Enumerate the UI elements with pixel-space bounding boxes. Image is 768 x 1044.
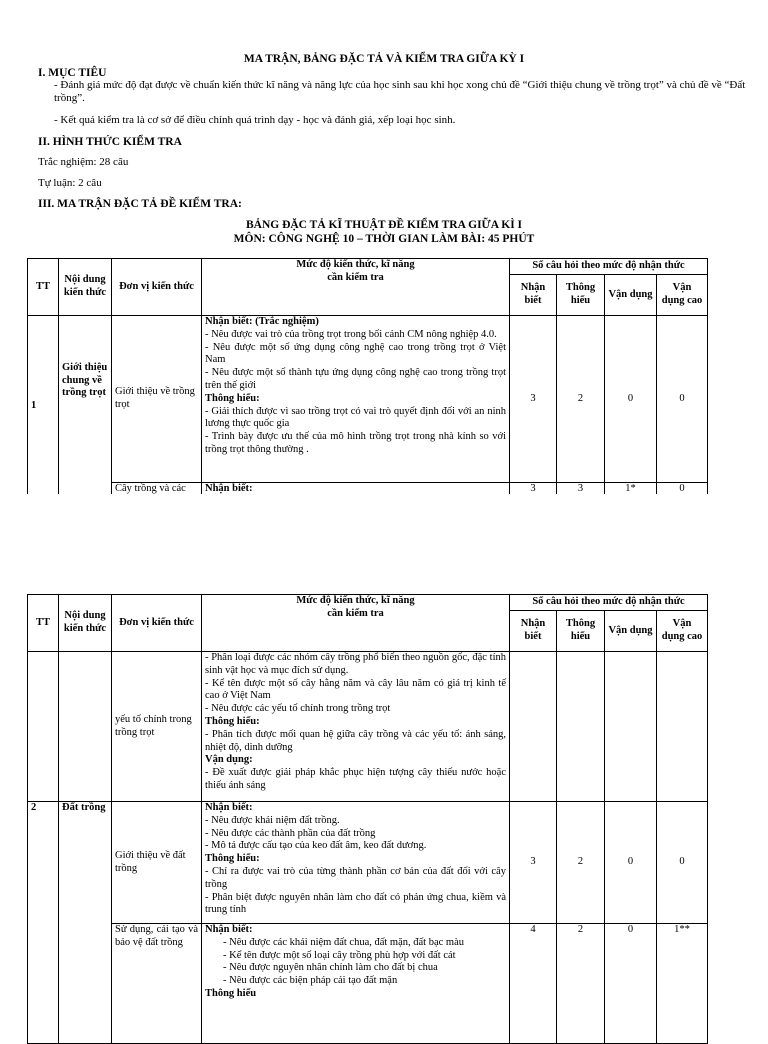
- table-row: [28, 316, 708, 483]
- content-topic: [59, 652, 112, 802]
- count-comprehension: [557, 652, 605, 802]
- section-2-heading: II. HÌNH THỨC KIỂM TRA: [38, 136, 182, 148]
- count-recognition: [510, 652, 557, 802]
- knowledge-unit: Sử dụng, cải tạo và bảo vệ đất trồng: [112, 924, 202, 1044]
- count-application: 1*: [605, 483, 657, 497]
- level-description: Nhận biết: - Nêu được khái niệm đất trồng. - Nêu được các thành phần của đất trồng - Mô tả được cấu tạo của keo đất âm, keo đất dương. Thông hiểu: - Chỉ ra được vai trò của từng thành phần cơ bản của đất đối với cây trồng - Phân biệt được nguyên nhân làm cho đất có phản ứng chua, kiềm và trung tính: [202, 802, 510, 924]
- content-topic: Giới thiệu chung về trồng trọt: [59, 316, 112, 497]
- level-description: - Phân loại được các nhóm cây trồng phổ biến theo nguồn gốc, đặc tính sinh vật học và mục đích sử dụng. - Kể tên được một số cây hằng năm và cây lâu năm có giá trị kinh tế cao ở Việt Nam - Nêu được các yếu tố chính trong trồng trọt Thông hiểu: - Phân tích được mối quan hệ giữa cây trồng và các yếu tố: ánh sáng, nhiệt độ, dinh dưỡng Vận dụng: - Đề xuất được giải pháp khắc phục hiện tượng cây thiếu nước hoặc thiếu ánh sáng: [202, 652, 510, 802]
- count-application: [605, 652, 657, 802]
- count-comprehension: 2: [557, 924, 605, 1044]
- table-row: [28, 924, 708, 1044]
- header-unit: Đơn vị kiến thức: [112, 595, 202, 652]
- header-recognition: Nhận biết: [510, 611, 557, 652]
- count-comprehension: 2: [557, 316, 605, 483]
- header-application: Vận dụng: [605, 275, 657, 316]
- knowledge-unit: Giới thiệu về đất trồng: [112, 802, 202, 924]
- count-advanced-application: 0: [657, 802, 708, 924]
- header-application: Vận dụng: [605, 611, 657, 652]
- header-advanced-application: Vận dụng cao: [657, 611, 708, 652]
- knowledge-unit: yếu tố chính trong trồng trọt: [112, 652, 202, 802]
- count-advanced-application: 1**: [657, 924, 708, 1044]
- level-description: Nhận biết: (Trắc nghiệm) - Nêu được vai trò của trồng trọt trong bối cảnh CM nông nghiệp 4.0. - Nêu được một số ứng dụng công nghệ cao trong trồng trọt ở Việt Nam - Nêu được một số thành tựu ứng dụng công nghệ cao trong trồng trọt trên thế giới Thông hiểu: - Giải thích được vì sao trồng trọt có vai trò quyết định đối với an ninh lương thực quốc gia - Trình bày được ưu thế của mô hình trồng trọt trong nhà kính so với trồng trọt thông thường .: [202, 316, 510, 483]
- count-comprehension: 3: [557, 483, 605, 497]
- count-application: 0: [605, 802, 657, 924]
- count-application: 0: [605, 316, 657, 483]
- spec-table-page-2: [27, 594, 708, 1044]
- count-application: 0: [605, 924, 657, 1044]
- count-recognition: 3: [510, 483, 557, 497]
- row-number: 2: [28, 802, 59, 1044]
- header-content: Nội dung kiến thức: [59, 259, 112, 316]
- count-comprehension: 2: [557, 802, 605, 924]
- level-description: Nhận biết: - Nêu được các khái niệm đất chua, đất mặn, đất bạc màu - Kể tên được một số loại cây trồng phù hợp với đất cát - Nêu được nguyên nhân chính làm cho đất bị chua - Nêu được các biện pháp cải tạo đất mặn Thông hiểu: [202, 924, 510, 1044]
- list-item: - Nêu được các khái niệm đất chua, đất mặn, đất bạc màu: [235, 937, 506, 950]
- section-1-heading: I. MỤC TIÊU: [38, 67, 107, 79]
- section-1-paragraph-1: - Đánh giá mức độ đạt được về chuẩn kiến thức kĩ năng và năng lực của học sinh sau khi học xong chủ đề “Giới thiệu chung về trồng trọt” và chủ đề về “Đất trồng”.: [54, 79, 746, 105]
- header-question-count: Số câu hỏi theo mức độ nhận thức: [510, 595, 708, 611]
- header-comprehension: Thông hiểu: [557, 611, 605, 652]
- content-topic: Đất trồng: [59, 802, 112, 1044]
- header-content: Nội dung kiến thức: [59, 595, 112, 652]
- header-tt: TT: [28, 595, 59, 652]
- document-title: MA TRẬN, BẢNG ĐẶC TẢ VÀ KIỂM TRA GIỮA KỲ I: [243, 53, 525, 65]
- spec-table-title: BẢNG ĐẶC TẢ KĨ THUẬT ĐỀ KIỂM TRA GIỮA KÌ I: [245, 219, 523, 231]
- header-level: Mức độ kiến thức, kĩ năng cần kiểm tra: [202, 259, 510, 316]
- section-1-paragraph-2: - Kết quả kiểm tra là cơ sở để điều chỉnh quá trình dạy - học và đánh giá, xếp loại học sinh.: [54, 114, 456, 126]
- header-comprehension: Thông hiểu: [557, 275, 605, 316]
- level-description: Nhận biết:: [202, 483, 510, 497]
- knowledge-unit: Giới thiệu về trồng trọt: [112, 316, 202, 483]
- count-advanced-application: 0: [657, 483, 708, 497]
- list-item: - Nêu được các biện pháp cải tạo đất mặn: [235, 975, 506, 988]
- row-number: 1: [28, 316, 59, 497]
- criteria-list: [205, 937, 506, 988]
- header-question-count: Số câu hỏi theo mức độ nhận thức: [510, 259, 708, 275]
- table-row: [28, 802, 708, 924]
- list-item: - Nêu được nguyên nhân chính làm cho đất bị chua: [235, 962, 506, 975]
- count-recognition: 3: [510, 802, 557, 924]
- header-advanced-application: Vận dụng cao: [657, 275, 708, 316]
- section-2-multiple-choice: Trắc nghiệm: 28 câu: [38, 156, 129, 168]
- count-recognition: 3: [510, 316, 557, 483]
- header-recognition: Nhận biết: [510, 275, 557, 316]
- section-2-essay: Tự luận: 2 câu: [38, 177, 102, 189]
- page-break-gap: [0, 494, 768, 594]
- header-level: Mức độ kiến thức, kĩ năng cần kiểm tra: [202, 595, 510, 652]
- knowledge-unit: Cây trồng và các: [112, 483, 202, 497]
- spec-table-page-1: [27, 258, 708, 497]
- header-tt: TT: [28, 259, 59, 316]
- count-advanced-application: [657, 652, 708, 802]
- section-3-heading: III. MA TRẬN ĐẶC TẢ ĐỀ KIỂM TRA:: [38, 198, 242, 210]
- list-item: - Kể tên được một số loại cây trồng phù hợp với đất cát: [235, 950, 506, 963]
- row-number: [28, 652, 59, 802]
- count-recognition: 4: [510, 924, 557, 1044]
- count-advanced-application: 0: [657, 316, 708, 483]
- spec-table-subtitle: MÔN: CÔNG NGHỆ 10 – THỜI GIAN LÀM BÀI: 45 PHÚT: [233, 233, 535, 245]
- header-unit: Đơn vị kiến thức: [112, 259, 202, 316]
- table-row: [28, 652, 708, 802]
